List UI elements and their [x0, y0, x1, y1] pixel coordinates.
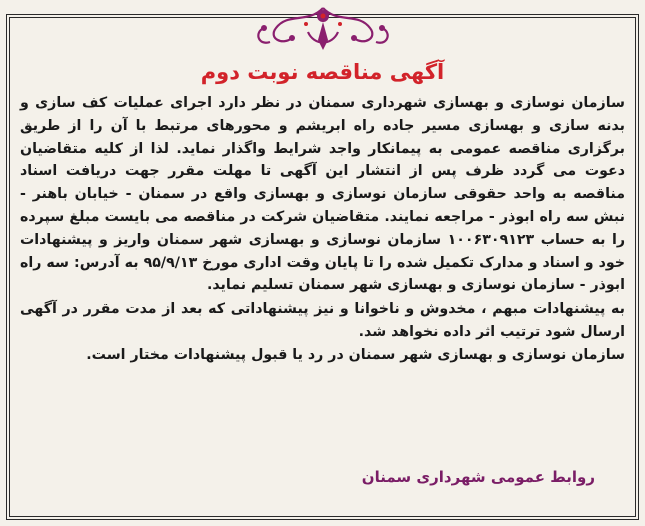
floral-ornament-icon [248, 2, 398, 56]
notice-title: آگهی مناقصه نوبت دوم [200, 60, 445, 84]
signature-line: روابط عمومی شهرداری سمنان [361, 468, 595, 486]
body-paragraph-2: به پیشنهادات مبهم ، مخدوش و ناخوانا و نیز پیشنهاداتی که بعد از مدت مقرر در آگهی ارسال شود ترتیب اثر داده نخواهد شد. [20, 301, 625, 340]
body-paragraph-3: سازمان نوسازی و بهسازی شهر سمنان در رد یا قبول پیشنهادات مختار است. [86, 346, 625, 363]
notice-body [20, 92, 625, 367]
body-paragraph-1: سازمان نوسازی و بهسازی شهرداری سمنان در نظر دارد اجرای عملیات کف سازی و بدنه سازی و بهسازی مسیر جاده راه ابریشم و محورهای مرتبط با آن را از طریق برگزاری مناقصه عمومی به پیمانکار واجد شرایط واگذار نماید. لذا از کلیه متقاضیان دعوت می گردد ظرف پس از انتشار این آگهی تا مهلت مقرر جهت دریافت اسناد مناقصه به واحد حقوقی سازمان نوسازی و بهسازی واقع در سمنان - خیابان باهنر - نبش سه راه ابوذر - مراجعه نمایند. متقاضیان شرکت در مناقصه می بایست مبلغ سپرده را به حساب ۱۰۰۶۳۰۹۱۲۳ سازمان نوسازی و بهسازی شهر سمنان واریز و پیشنهادات خود و اسناد و مدارک تکمیل شده را تا پایان وقت اداری مورخ ۹۵/۹/۱۳ به آدرس: سه راه ابوذر - سازمان نوسازی و بهسازی شهر سمنان تسلیم نماید. [20, 95, 626, 294]
